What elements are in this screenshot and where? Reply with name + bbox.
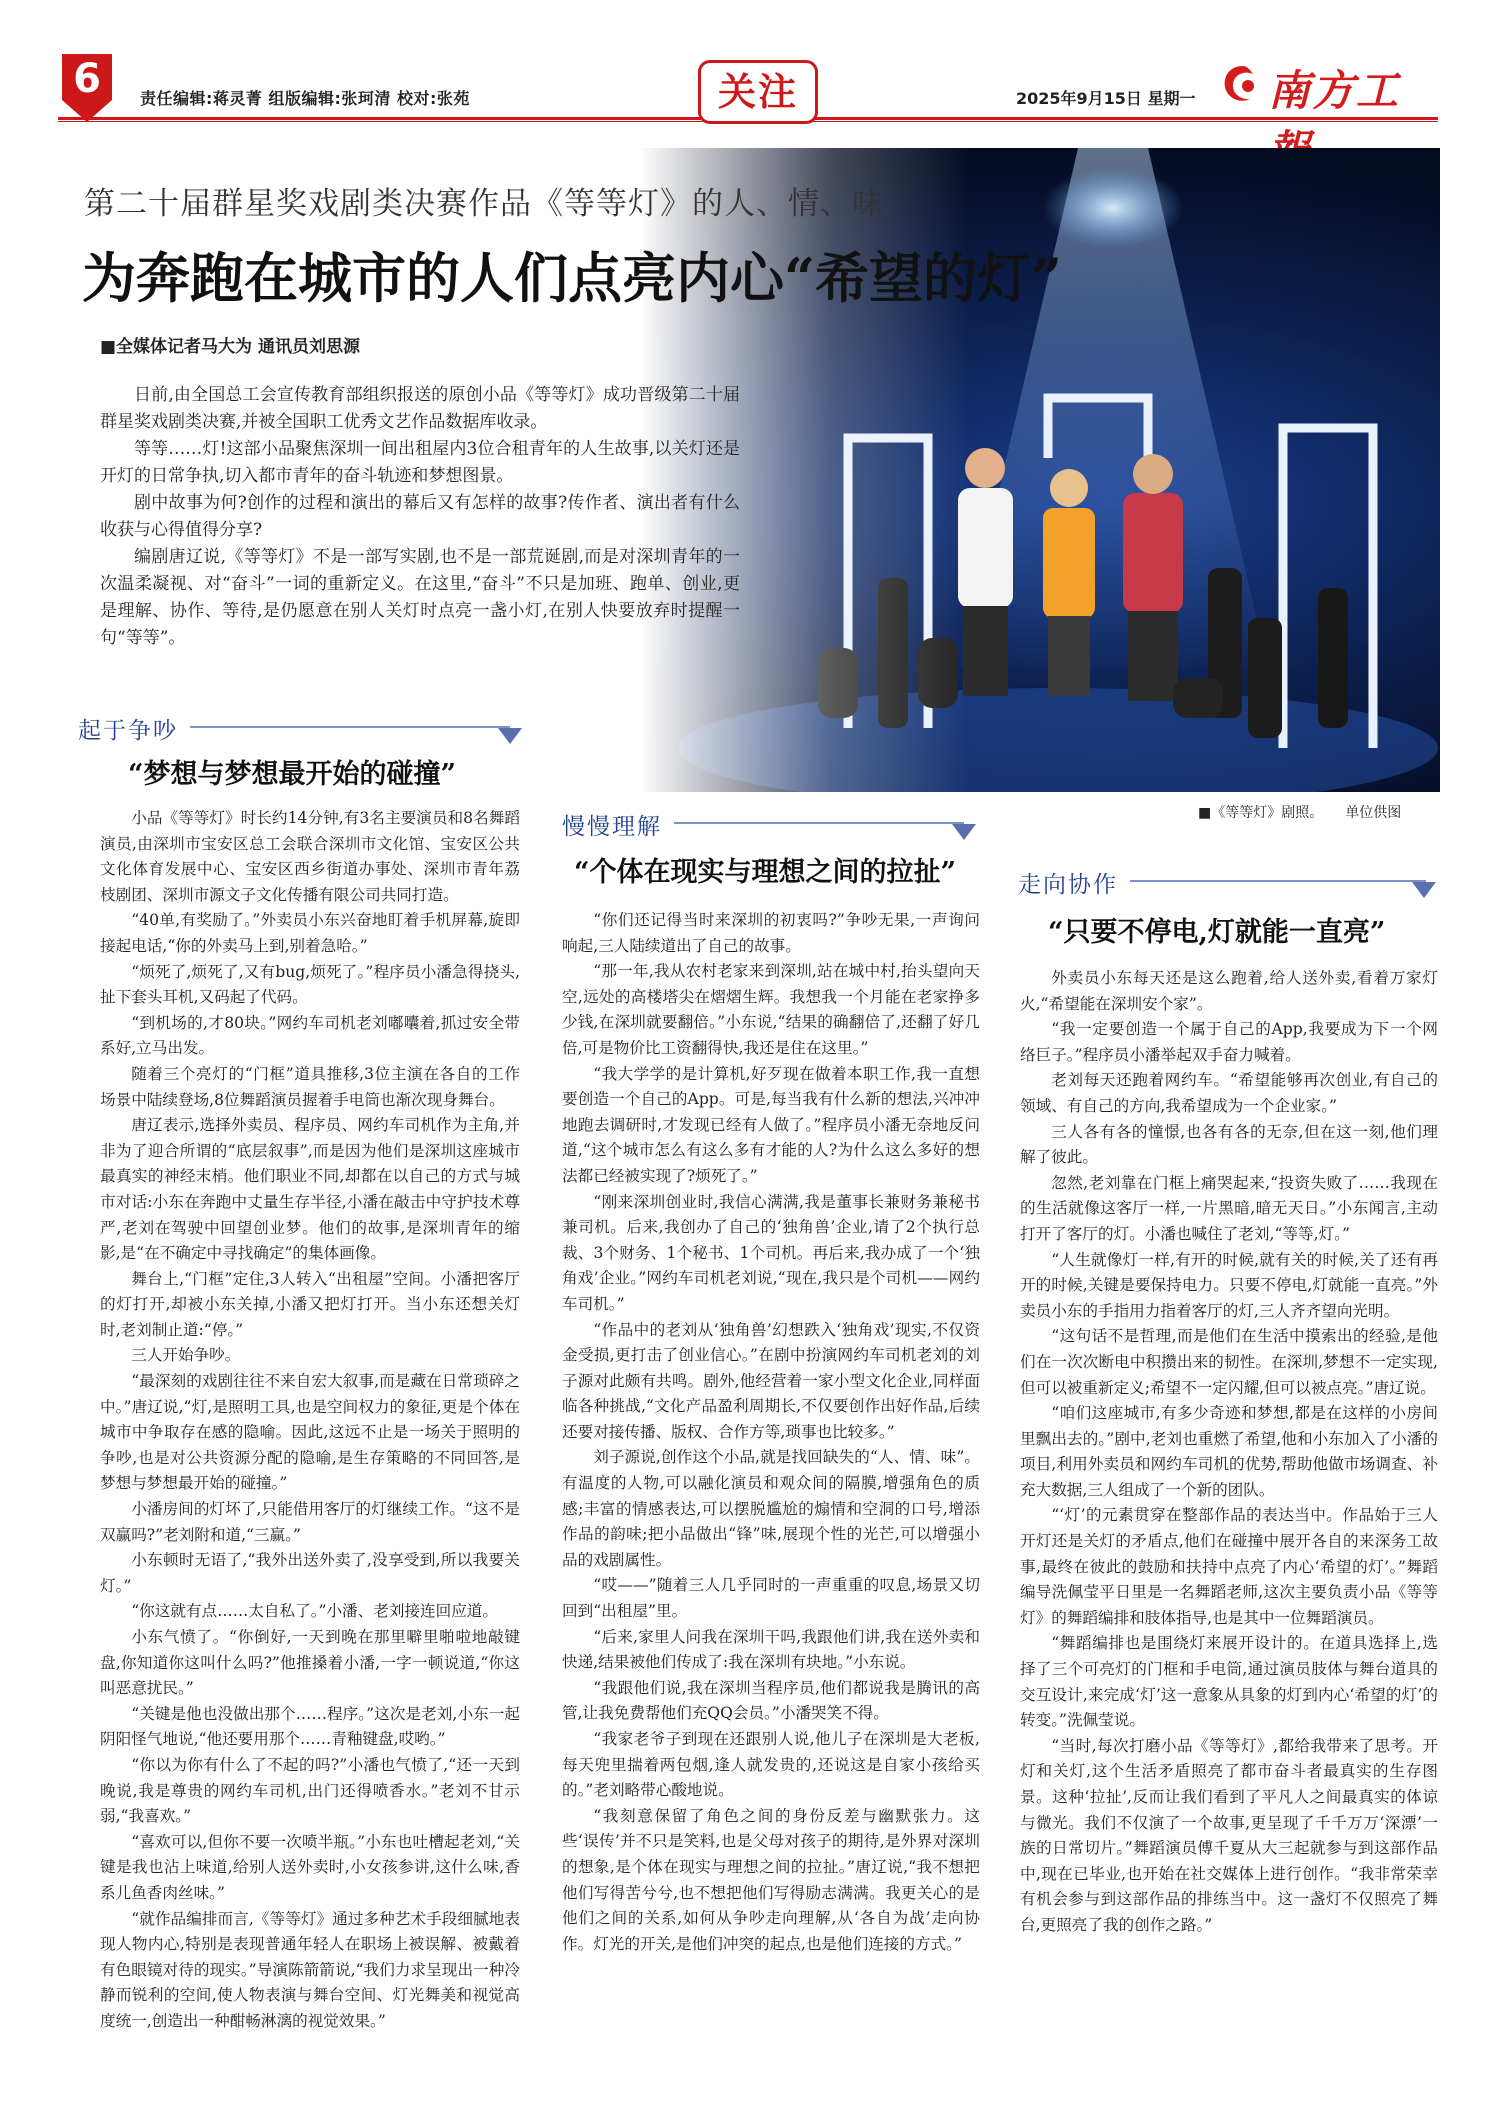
body-paragraph: “哎——”随着三人几乎同时的一声重重的叹息,场景又切回到“出租屋”里。: [562, 1576, 980, 1621]
body-paragraph: 舞台上,“门框”定住,3人转入“出租屋”空间。小潘把客厅的灯打开,却被小东关掉,小潘又把灯打开。当小东还想关灯时,老刘制止道:“停。”: [100, 1269, 520, 1339]
article-title: 为奔跑在城市的人们点亮内心“希望的灯”: [82, 246, 1063, 310]
section-title-2: “个体在现实与理想之间的拉扯”: [574, 857, 957, 888]
section-rule-1: [190, 726, 510, 728]
issue-date: 2025年9月15日 星期一: [1016, 89, 1196, 108]
logo-name: 南方工: [1268, 66, 1401, 115]
body-paragraph: 外卖员小东每天还是这么跑着,给人送外卖,看着万家灯火,“希望能在深圳安个家”。: [1020, 969, 1438, 1013]
body-paragraph: “你这就有点……太自私了。”小潘、老刘接连回应道。: [131, 1602, 498, 1621]
newspaper-logo: [1220, 58, 1440, 115]
body-paragraph: “关键是他也没做出那个……程序。”这次是老刘,小东一起阴阳怪气地说,“他还要用那个……青釉键盘,哎哟。”: [100, 1704, 520, 1749]
body-paragraph: “‘灯’的元素贯穿在整部作品的表达当中。作品始于三人开灯还是关灯的矛盾点,他们在碰撞中展开各自的来深务工故事,最终在彼此的鼓励和扶持中点亮了内心‘希望的灯’。”舞蹈编导洗佩莹平日里是一名舞蹈老师,这次主要负责小品《等等灯》的舞蹈编排和肢体指导,也是其中一位舞蹈演员。: [1020, 1506, 1438, 1627]
body-paragraph: “我家老爷子到现在还跟别人说,他儿子在深圳是大老板,每天兜里揣着两包烟,逢人就发贵的,还说这是自家小孩给买的。”老刘略带心酸地说。: [562, 1730, 980, 1800]
section-title-3: “只要不停电,灯就能一直亮”: [1048, 917, 1386, 948]
logo-swirl-icon: [1220, 62, 1266, 108]
lead-paragraph: 剧中故事为何?创作的过程和演出的幕后又有怎样的故事?传作者、演出者有什么收获与心得值得分享?: [100, 493, 740, 540]
photo-caption: [1198, 802, 1401, 822]
section-title-1: “梦想与梦想最开始的碰撞”: [128, 759, 457, 790]
page-number: 6: [73, 56, 101, 102]
body-paragraph: “烦死了,烦死了,又有bug,烦死了。”程序员小潘急得挠头,扯下套头耳机,又码起了代码。: [100, 962, 520, 1007]
body-paragraph: “我一定要创造一个属于自己的App,我要成为下一个网络巨子。”程序员小潘举起双手奋力喊着。: [1020, 1020, 1438, 1064]
body-paragraph: “40单,有奖励了。”外卖员小东兴奋地盯着手机屏幕,旋即接起电话,“你的外卖马上到,别着急哈。”: [100, 911, 520, 955]
body-paragraph: 刘子源说,创作这个小品,就是找回缺失的“人、情、味”。有温度的人物,可以融化演员和观众间的隔膜,增强角色的质感;丰富的情感表达,可以摆脱尴尬的煽情和空洞的口号,增添作品的韵味;把小品做出“锋”味,展现个性的光芒,可以增强小品的戏剧属性。: [562, 1448, 980, 1569]
photo-credit: 单位供图: [1345, 805, 1402, 821]
section-arrow-icon: [498, 728, 522, 744]
body-paragraph: “作品中的老刘从‘独角兽’幻想跌入‘独角戏’现实,不仅资金受损,更打击了创业信心。”在剧中扮演网约车司机老刘的刘子源对此颇有共鸣。剧外,他经营着一家小型文化企业,同样面临各种挑战,“文化产品盈利周期长,不仅要创作出好作品,后续还要对接传播、版权、合作方等,琐事也比较多。”: [562, 1320, 980, 1441]
body-paragraph: “最深刻的戏剧往往不来自宏大叙事,而是藏在日常琐碎之中。”唐辽说,“灯,是照明工具,也是空间权力的象征,更是个体在城市中争取存在感的隐喻。因此,这远不止是一场关于照明的争吵,也是对公共资源分配的隐喻,是生存策略的不同回答,是梦想与梦想最开始的碰撞。”: [100, 1372, 520, 1493]
section-label-2: 慢慢理解: [562, 814, 662, 840]
lead-paragraph: 等等……灯!这部小品聚焦深圳一间出租屋内3位合租青年的人生故事,以关灯还是开灯的日常争执,切入都市青年的奋斗轨迹和梦想图景。: [100, 439, 740, 486]
body-paragraph: “我大学学的是计算机,好歹现在做着本职工作,我一直想要创造一个自己的App。可是,每当我有什么新的想法,兴冲冲地跑去调研时,才发现已经有人做了。”程序员小潘无奈地反问道,“这个城市怎么有这么多有才能的人?为什么这么多好的想法都已经被实现了?烦死了。”: [562, 1064, 980, 1185]
body-paragraph: “人生就像灯一样,有开的时候,就有关的时候,关了还有再开的时候,关键是要保持电力。只要不停电,灯就能一直亮。”外卖员小东的手指用力指着客厅的灯,三人齐齐望向光明。: [1020, 1250, 1438, 1320]
photo-caption-text: ■《等等灯》剧照。: [1198, 805, 1324, 821]
body-paragraph: “咱们这座城市,有多少奇迹和梦想,都是在这样的小房间里飘出去的。”剧中,老刘也重燃了希望,他和小东加入了小潘的项目,利用外卖员和网约车司机的优势,帮助他做市场调查、补充大数据,三人组成了一个新的团队。: [1020, 1404, 1438, 1499]
column-2: [562, 908, 980, 2088]
body-paragraph: “后来,家里人问我在深圳干吗,我跟他们讲,我在送外卖和快递,结果被他们传成了:我在深圳有块地。”小东说。: [562, 1627, 980, 1672]
body-paragraph: “就作品编排而言,《等等灯》通过多种艺术手段细腻地表现人物内心,特别是表现普通年轻人在职场上被误解、被戴着有色眼镜对待的现实。”导演陈箭箭说,“我们力求呈现出一种冷静而锐利的空间,使人物表演与舞台空间、灯光舞美和视觉高度统一,创造出一种酣畅淋漓的视觉效果。”: [100, 1909, 520, 2030]
body-paragraph: “到机场的,才80块。”网约车司机老刘嘟囔着,抓过安全带系好,立马出发。: [100, 1013, 520, 1058]
section-rule-2: [674, 822, 964, 824]
body-paragraph: “舞蹈编排也是围绕灯来展开设计的。在道具选择上,选择了三个可亮灯的门框和手电筒,通过演员肢体与舞台道具的交互设计,来完成‘灯’这一意象从具象的灯到内心‘希望的灯’的转变。”洗佩莹说。: [1020, 1634, 1438, 1730]
article-subtitle: 第二十届群星奖戏剧类决赛作品《等等灯》的人、情、味: [84, 186, 884, 222]
body-paragraph: “刚来深圳创业时,我信心满满,我是董事长兼财务兼秘书兼司机。后来,我创办了自己的‘独角兽’企业,请了2个执行总裁、3个财务、1个秘书、1个司机。再后来,我办成了一个‘独角戏’企业。”网约车司机老刘说,“现在,我只是个司机——网约车司机。”: [562, 1192, 980, 1313]
body-paragraph: 三人各有各的憧憬,也各有各的无奈,但在这一刻,他们理解了彼此。: [1020, 1122, 1438, 1167]
body-paragraph: 小品《等等灯》时长约14分钟,有3名主要演员和8名舞蹈演员,由深圳市宝安区总工会联合深圳市文化馆、宝安区公共文化体育发展中心、宝安区西乡街道办事处、深圳市青年荔枝剧团、深圳市源文子文化传播有限公司共同打造。: [100, 809, 520, 904]
section-arrow-icon: [1412, 882, 1436, 898]
body-paragraph: 三人开始争吵。: [131, 1346, 241, 1365]
section-label-1: 起于争吵: [78, 718, 178, 744]
section-arrow-icon: [952, 824, 976, 840]
page-number-badge: [58, 50, 116, 124]
lead-paragraph: 日前,由全国总工会宣传教育部组织报送的原创小品《等等灯》成功晋级第二十届群星奖戏剧类决赛,并被全国职工优秀文艺作品数据库收录。: [100, 385, 740, 432]
body-paragraph: “喜欢可以,但你不要一次喷半瓶。”小东也吐槽起老刘,“关键是我也沾上味道,给别人送外卖时,小女孩参讲,这什么味,香系儿鱼香肉丝味。”: [100, 1832, 520, 1902]
lead-paragraph: 编剧唐辽说,《等等灯》不是一部写实剧,也不是一部荒诞剧,而是对深圳青年的一次温柔凝视、对“奋斗”一词的重新定义。在这里,“奋斗”不只是加班、跑单、创业,更是理解、协作、等待,是仍愿意在别人关灯时点亮一盏小灯,在别人快要放弃时提醒一句“等等”。: [100, 547, 740, 648]
body-paragraph: 老刘每天还跑着网约车。“希望能够再次创业,有自己的领域、有自己的方向,我希望成为一个企业家。”: [1020, 1071, 1438, 1115]
editors-credit: 责任编辑:蒋灵菁 组版编辑:张珂清 校对:张苑: [140, 89, 470, 108]
body-paragraph: “你们还记得当时来深圳的初衷吗?”争吵无果,一声询问响起,三人陆续道出了自己的故事。: [562, 911, 980, 955]
body-paragraph: “你以为你有什么了不起的吗?”小潘也气愤了,“还一天到晚说,我是尊贵的网约车司机,出门还得喷香水。”老刘不甘示弱,“我喜欢。”: [100, 1755, 520, 1826]
body-paragraph: 忽然,老刘靠在门框上痛哭起来,“投资失败了……我现在的生活就像这客厅一样,一片黑暗,暗无天日。”小东闻言,主动打开了客厅的灯。小潘也喊住了老刘,“等等,灯。”: [1020, 1173, 1438, 1243]
body-paragraph: 小东顿时无语了,“我外出送外卖了,没享受到,所以我要关灯。”: [100, 1551, 520, 1595]
body-paragraph: 唐辽表示,选择外卖员、程序员、网约车司机作为主角,并非为了迎合所谓的“底层叙事”,而是因为他们是深圳这座城市最真实的神经末梢。他们职业不同,却都在以自己的方式与城市对话:小东在奔跑中丈量生存半径,小潘在敲击中守护技术尊严,老刘在驾驶中回望创业梦。他们的故事,是深圳青年的缩影,是“在不确定中寻找确定”的集体画像。: [100, 1116, 520, 1263]
body-paragraph: “当时,每次打磨小品《等等灯》,都给我带来了思考。开灯和关灯,这个生活矛盾照亮了都市奋斗者最真实的生存图景。这种‘拉扯’,反而让我们看到了平凡人之间最真实的体谅与微光。我们不仅演了一个故事,更呈现了千千万万‘深漂’一族的日常切片。”舞蹈演员傅千夏从大三起就参与到这部作品中,现在已毕业,也开始在社交媒体上进行创作。“我非常荣幸有机会参与到这部作品的排练当中。这一盏灯不仅照亮了舞台,更照亮了我的创作之路。”: [1020, 1736, 1438, 1934]
body-paragraph: 小潘房间的灯坏了,只能借用客厅的灯继续工作。“这不是双赢吗?”老刘附和道,“三赢。”: [100, 1500, 520, 1544]
body-paragraph: 随着三个亮灯的“门框”道具推移,3位主演在各自的工作场景中陆续登场,8位舞蹈演员握着手电筒也渐次现身舞台。: [100, 1064, 520, 1109]
column-3: [1020, 966, 1438, 2090]
body-paragraph: “我跟他们说,我在深圳当程序员,他们都说我是腾讯的高管,让我免费帮他们充QQ会员。”小潘哭笑不得。: [562, 1678, 980, 1723]
body-paragraph: 小东气愤了。“你倒好,一天到晚在那里噼里啪啦地敲键盘,你知道你这叫什么吗?”他推搡着小潘,一字一顿说道,“你这叫恶意扰民。”: [100, 1628, 520, 1698]
body-paragraph: “那一年,我从农村老家来到深圳,站在城中村,抬头望向天空,远处的高楼塔尖在熠熠生辉。我想我一个月能在老家挣多少钱,在深圳就要翻倍。”小东说,“结果的确翻倍了,还翻了好几倍,可是物价比工资翻得快,我还是住在这里。”: [562, 962, 980, 1057]
section-label-3: 走向协作: [1018, 872, 1118, 898]
article-lead: [100, 382, 740, 652]
section-rule-3: [1130, 880, 1426, 882]
body-paragraph: “我刻意保留了角色之间的身份反差与幽默张力。这些‘误传’并不只是笑料,也是父母对孩子的期待,是外界对深圳的想象,是个体在现实与理想之间的拉扯。”唐辽说,“我不想把他们写得苦兮兮,也不想把他们写得励志满满。我更关心的是他们之间的关系,如何从争吵走向理解,从‘各自为战’走向协作。灯光的开关,是他们冲突的起点,也是他们连接的方式。”: [562, 1806, 980, 1953]
article-byline: ■全媒体记者马大为 通讯员刘思源: [100, 337, 360, 357]
column-1: [100, 806, 520, 2086]
section-tag: 关注: [698, 60, 818, 124]
body-paragraph: “这句话不是哲理,而是他们在生活中摸索出的经验,是他们在一次次断电中积攒出来的韧性。在深圳,梦想不一定实现,但可以被重新定义;希望不一定闪耀,但可以被点亮。”唐辽说。: [1020, 1327, 1438, 1397]
